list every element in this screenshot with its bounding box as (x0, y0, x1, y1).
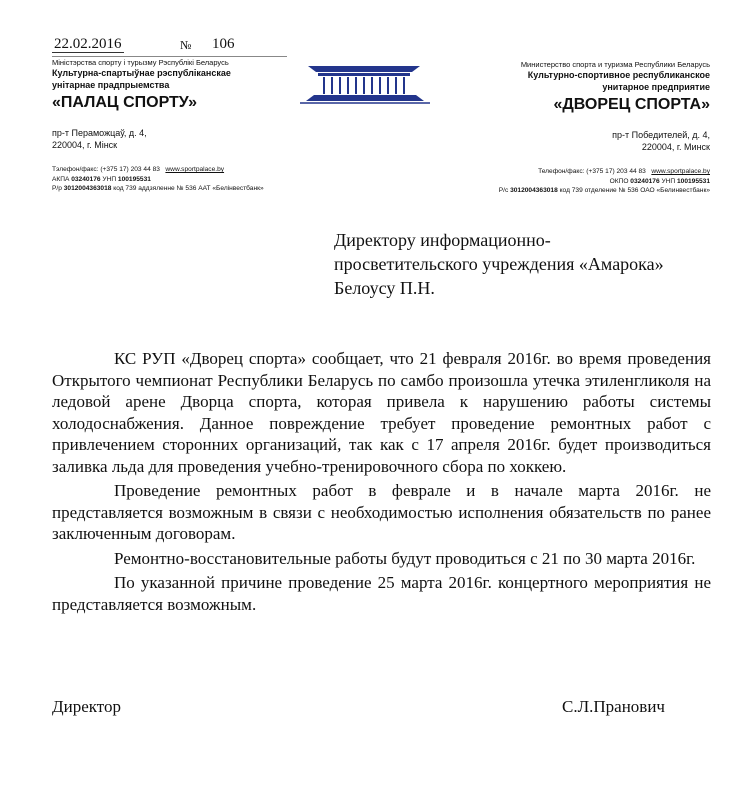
palace-logo-icon (300, 60, 430, 106)
date-underline (52, 56, 287, 57)
paragraph-2: Проведение ремонтных работ в феврале и в начале марта 2016г. не представляется возможным в связи с необходимостью исполнения обязательств по ранее заключенным договорам. (52, 481, 711, 543)
paragraph-1-rest: проведения Открытого чемпионат Республики Беларусь по самбо произошла утечка этиленгликоля на ледовой арене Дворца спорта, которая привела к нарушению работы системы холодоснабжения. Данное повреждение требует проведение ремонтных работ с привлечением сторонних организаций, так как с 17 апреля 2016г. будет производиться заливка льда для проведения учебно-тренировочного сбора по хоккею. (52, 349, 711, 476)
unp-label-be: УНП (100, 175, 118, 183)
signature-title: Директор (52, 697, 121, 716)
paragraph-4: По указанной причине проведение 25 марта 2016г. концертного мероприятия не представляется возможным. (52, 573, 711, 614)
bank-text-be: код 739 аддзяленне № 536 ААТ «Белінвестбанк» (111, 185, 264, 192)
address-line1-be: пр-т Пераможцаў, д. 4, (52, 128, 147, 138)
bank-ru (450, 186, 710, 196)
address-line2-be: 220004, г. Мінск (52, 140, 118, 150)
document-date: 22.02.2016 (54, 36, 122, 52)
account-label-be: Р/р (52, 185, 64, 192)
codes-ru (450, 177, 710, 187)
okpo-label-ru: ОКПО (609, 177, 631, 185)
addressee-line1: Директору информационно- (334, 230, 551, 250)
codes-be (52, 175, 287, 185)
org-line1-be: Культурна-спартыўнае рэспубліканскае (52, 68, 231, 78)
date-number-line (52, 36, 235, 53)
address-ru (450, 129, 710, 153)
account-label-ru: Р/с (498, 187, 511, 194)
phone-ru (450, 167, 710, 177)
org-line2-be: унітарнае прадпрыемства (52, 79, 170, 90)
unp-label-ru: УНП (659, 177, 677, 185)
org-name-ru: «ДВОРЕЦ СПОРТА» (553, 96, 710, 113)
contacts-be (52, 165, 287, 194)
unp-value-ru: 100195531 (676, 177, 710, 185)
phone-text-ru: Телефон/факс: (+375 17) 203 44 83 (538, 168, 646, 175)
paragraph-3: Ремонтно-восстановительные работы будут проводиться с 21 по 30 марта 2016г. (114, 548, 696, 568)
addressee-line2: просветительского учреждения «Амарока» (334, 254, 664, 274)
account-value-be: 3012004363018 (63, 185, 112, 192)
phone-be (52, 165, 287, 175)
ministry-be: Міністэрства спорту і турызму Рэспублікі Беларусь (52, 58, 229, 67)
okpo-label-be: АКПА (52, 175, 72, 183)
contacts-ru (450, 167, 710, 196)
bank-be (52, 184, 287, 194)
bank-text-ru: код 739 отделение № 536 ОАО «Белинвестбанк» (557, 187, 710, 194)
addressee-block (334, 228, 664, 300)
account-value-ru: 3012004363018 (510, 187, 558, 194)
ministry-ru: Министерство спорта и туризма Республики Беларусь (520, 60, 710, 69)
org-name-be: «ПАЛАЦ СПОРТУ» (52, 94, 198, 111)
letter-body (52, 348, 711, 615)
number-sign: № (180, 38, 192, 52)
letterhead-left (52, 58, 287, 194)
okpo-value-ru: 03240176 (630, 177, 660, 185)
paragraph-1-start: КС РУП «Дворец спорта» сообщает, что 21 февраля 2016г. во время (114, 349, 622, 368)
okpo-value-be: 03240176 (71, 175, 101, 183)
document-number: 106 (212, 36, 235, 52)
org-line1-ru: Культурно-спортивное республиканское (527, 70, 710, 80)
address-line2-ru: 220004, г. Минск (641, 142, 710, 152)
site-link-be[interactable]: www.sportpalace.by (165, 166, 225, 173)
addressee-line3: Белоусу П.Н. (334, 278, 435, 298)
address-line1-ru: пр-т Победителей, д. 4, (612, 130, 710, 140)
letterhead-right (450, 60, 710, 196)
unp-value-be: 100195531 (117, 175, 151, 183)
address-be (52, 127, 287, 151)
site-link-ru[interactable]: www.sportpalace.by (651, 168, 710, 175)
signature-name: С.Л.Пранович (562, 697, 665, 716)
phone-text-be: Тэлефон/факс: (+375 17) 203 44 83 (52, 166, 160, 173)
org-line2-ru: унитарное предприятие (602, 81, 710, 92)
paragraph-1 (52, 348, 711, 477)
